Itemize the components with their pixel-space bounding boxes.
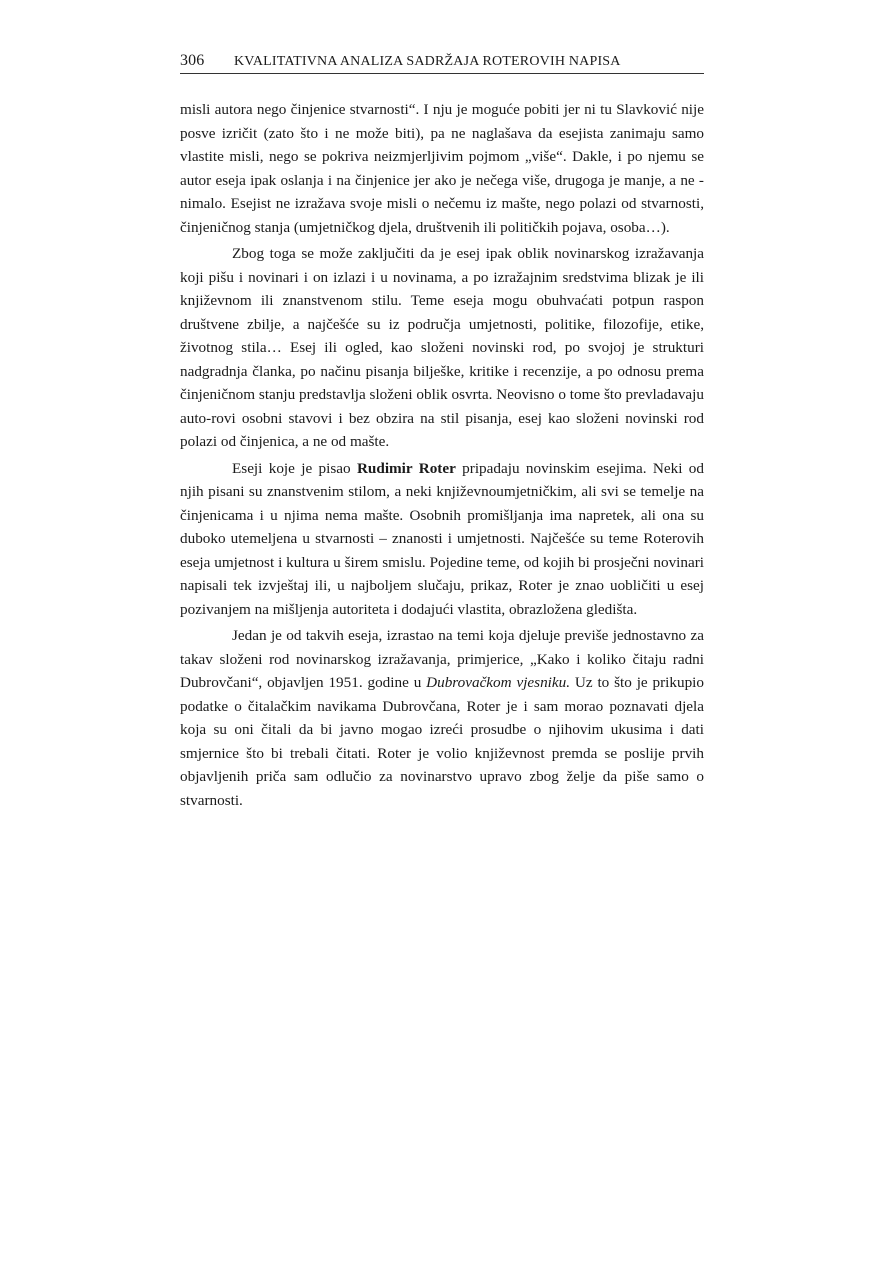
page-number: 306 — [180, 52, 205, 69]
paragraph-text: Uz to što je prikupio podatke o čitalačkim navikama Dubrovčana, Roter je i sam morao poznavati djela koja su oni čitali da bi javno mogao izreći prosudbe o njihovim ukusima i dati smjernice što bi trebali čitati. Roter je volio književnost premda se poslije prvih objavljenih priča sam odlučio za novinarstvo upravo zbog želje da piše samo o stvarnosti. — [180, 674, 704, 809]
running-header — [180, 52, 704, 74]
paragraph-text: misli autora nego činjenice stvarnosti“. I nju je moguće pobiti jer ni tu Slavković nije posve izričit (zato što i ne može biti), pa ne naglašava da esejista zanimaju samo vlastite misli, nego se pokriva neizmjerljivim pojmom „više“. Dakle, i po njemu se autor eseja ipak oslanja i na činjenice jer ako je nečega više, drugoga je manje, a ne - nimalo. Esejist ne izražava svoje misli o nečemu iz mašte, nego polazi od stvarnosti, činjeničnog stanja (umjetničkog djela, društvenih ili političkih pojava, osoba…). — [180, 101, 704, 236]
publication-title-italic: Dubrovačkom vjesniku. — [426, 674, 571, 691]
paragraph-example-essay — [180, 624, 704, 812]
paragraph-essay-definition — [180, 242, 704, 454]
paragraph-text: Eseji koje je pisao — [232, 459, 357, 477]
paragraph-roter-essays — [180, 457, 704, 622]
paragraph-continuation — [180, 98, 704, 239]
running-title: KVALITATIVNA ANALIZA SADRŽAJA ROTEROVIH NAPISA — [234, 54, 621, 69]
body-text — [180, 98, 704, 812]
author-name-bold: Rudimir Roter — [356, 459, 456, 477]
paragraph-text: Zbog toga se može zaključiti da je esej ipak oblik novinarskog izražavanja koji pišu i novinari i on izlazi i u novinama, a po izražajnim sredstvima blizak je ili književnom ili znanstvenom stilu. Teme eseja mogu obuhvaćati potpun raspon društvene zbilje, a najčešće su iz područja umjetnosti, politike, filozofije, etike, životnog stila… Esej ili ogled, kao složeni novinski rod, po svojoj je strukturi nadgradnja članka, po načinu pisanja bilješke, kritike i recenzije, a po odnosu prema činjeničnom stanju predstavlja složeni oblik osvrta. Neovisno o tome što prevladavaju auto-rovi osobni stavovi i bez obzira na stil pisanja, esej kao složeni novinski rod polazi od činjenica, a ne od mašte. — [180, 245, 704, 450]
paragraph-text: Jedan je od takvih eseja, izrastao na temi koja djeluje previše jednostavno za takav složeni rod novinarskog izražavanja, primjerice, „Kako i koliko čitaju radni Dubrovčani“, objavljen 1951. godine u — [180, 627, 704, 691]
paragraph-text: pripadaju novinskim esejima. Neki od njih pisani su znanstvenim stilom, a neki književnoumjetničkim, ali svi se temelje na činjenicama i u njima nema mašte. Osobnih promišljanja ima napretek, ali ona su duboko utemeljena u stvarnosti – znanosti i umjetnosti. Najčešće su teme Roterovih eseja umjetnost i kultura u širem smislu. Pojedine teme, od kojih bi prosječni novinari napisali tek izvještaj ili, u najboljem slučaju, prikaz, Roter je znao uobličiti u esej pozivanjem na mišljenja autoriteta i dodajući vlastita, obrazložena gledišta. — [180, 459, 704, 618]
book-page — [180, 52, 704, 815]
